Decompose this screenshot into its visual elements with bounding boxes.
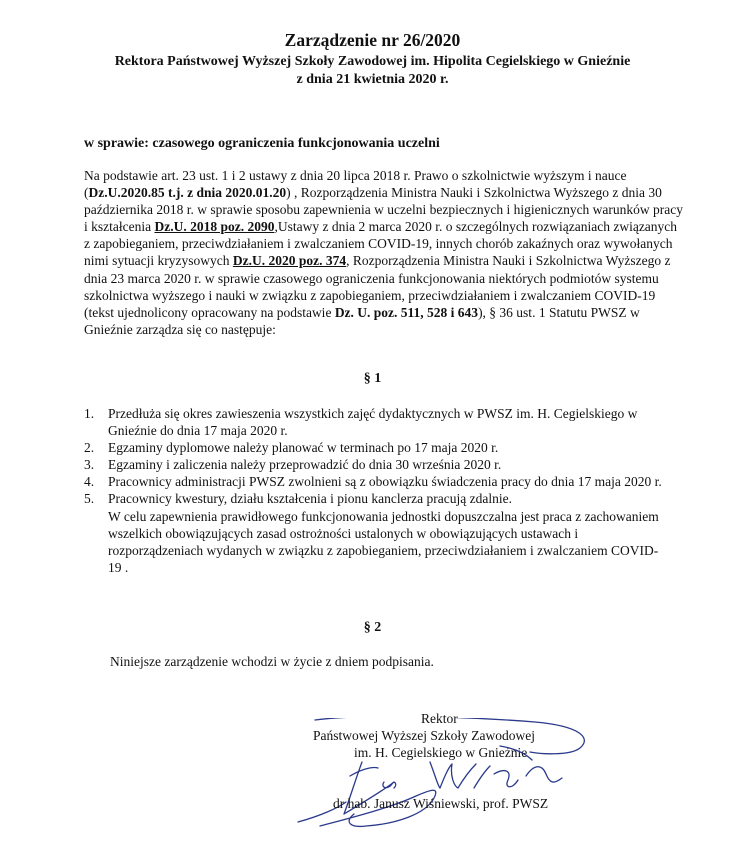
- document-issuer: Rektora Państwowej Wyższej Szkoły Zawodowej im. Hipolita Cegielskiego w Gnieźnie: [114, 54, 631, 69]
- item-text: Egzaminy i zaliczenia należy przeprowadzić do dnia 30 września 2020 r.: [108, 457, 502, 473]
- list-item: [84, 456, 664, 473]
- item-number: 5.: [84, 491, 95, 507]
- item-text: Pracownicy administracji PWSZ zwolnieni są z obowiązku świadczenia pracy do dnia 17 maja 2020 r.: [108, 474, 662, 490]
- preamble-text-4: , Rozporządzenia Ministra Nauki i Szkolnictwa Wyższego z dnia 23 marca 2020 r. w sprawie czasowego ograniczenia funkcjonowania niektórych podmiotów systemu szkolnictwa wyższego i nauki w związku z zapobieganiem, przeciwdziałaniem i zwalczaniem COVID-19 (tekst ujednolicony opracowany na podstawie: [84, 253, 671, 320]
- document-title: Zarządzenie nr 26/2020: [284, 30, 461, 50]
- list-item: [84, 405, 664, 439]
- item-number: 2.: [84, 440, 95, 456]
- list-item: [84, 439, 664, 456]
- signatory-institution-line2: im. H. Cegielskiego w Gnieźnie: [354, 745, 528, 760]
- preamble-text-5: ), § 36 ust. 1 Statutu PWSZ w Gnieźnie zarządza się co następuje:: [84, 304, 640, 337]
- closing-statement: Niniejsze zarządzenie wchodzi w życie z dniem podpisania.: [110, 654, 434, 669]
- legal-reference: Dz. U. poz. 511, 528 i 643: [334, 304, 479, 320]
- document-subject: w sprawie: czasowego ograniczenia funkcjonowania uczelni: [84, 136, 440, 151]
- signatory-institution: Państwowej Wyższej Szkoły Zawodowej: [313, 728, 536, 743]
- provisions-list: [84, 405, 664, 576]
- preamble-text-3: ,Ustawy z dnia 2 marca 2020 r. o szczególnych rozwiązaniach związanych z zapobieganiem, przeciwdziałaniem i zwalczaniem COVID-19, innych chorób zakaźnych oraz wywołanych nimi sytuacji kryzysowych: [84, 219, 678, 269]
- item-number: 1.: [84, 406, 95, 421]
- list-item: [84, 473, 664, 490]
- item-text: Egzaminy dyplomowe należy planować w terminach po 17 maja 2020 r.: [108, 440, 499, 456]
- item-extra-text: W celu zapewnienia prawidłowego funkcjonowania jednostki dopuszczalna jest praca z zachowaniem wszelkich obowiązujących zasad ostrożności ustalonych w obowiązujących ustawach i rozporządzeniach wydanych w związku z zapobieganiem, przeciwdziałaniem i zwalczaniem COVID-19 .: [108, 508, 659, 575]
- item-number: 4.: [84, 474, 95, 490]
- legal-reference: Dz.U.2020.85 t.j. z dnia 2020.01.20: [88, 185, 287, 201]
- section-heading: § 2: [363, 620, 382, 635]
- legal-basis-paragraph: [84, 167, 684, 338]
- preamble-text-2: ) , Rozporządzenia Ministra Nauki i Szkolnictwa Wyższego z dnia 30 października 2018 r. w sprawie sposobu zapewnienia w uczelni bezpiecznych i higienicznych warunków pracy i kształcenia: [84, 185, 684, 235]
- document-date: z dnia 21 kwietnia 2020 r.: [296, 72, 449, 87]
- preamble-text-1: Na podstawie art. 23 ust. 1 i 2 ustawy z dnia 20 lipca 2018 r. Prawo o szkolnictwie wyższym i nauce (: [84, 168, 627, 201]
- signatory-role: Rektor: [421, 711, 458, 726]
- item-text: Przedłuża się okres zawieszenia wszystkich zajęć dydaktycznych w PWSZ im. H. Cegielskiego w Gnieźnie do dnia 17 maja 2020 r.: [108, 406, 638, 439]
- legal-reference-link[interactable]: Dz.U. 2020 poz. 374: [232, 253, 347, 269]
- item-text: Pracownicy kwestury, działu kształcenia i pionu kanclerza pracują zdalnie.: [108, 491, 512, 507]
- item-number: 3.: [84, 457, 95, 473]
- legal-reference-link[interactable]: Dz.U. 2018 poz. 2090: [154, 219, 275, 235]
- list-item: [84, 490, 664, 575]
- section-heading: § 1: [363, 371, 382, 386]
- signatory-name: dr hab. Janusz Wiśniewski, prof. PWSZ: [333, 796, 549, 811]
